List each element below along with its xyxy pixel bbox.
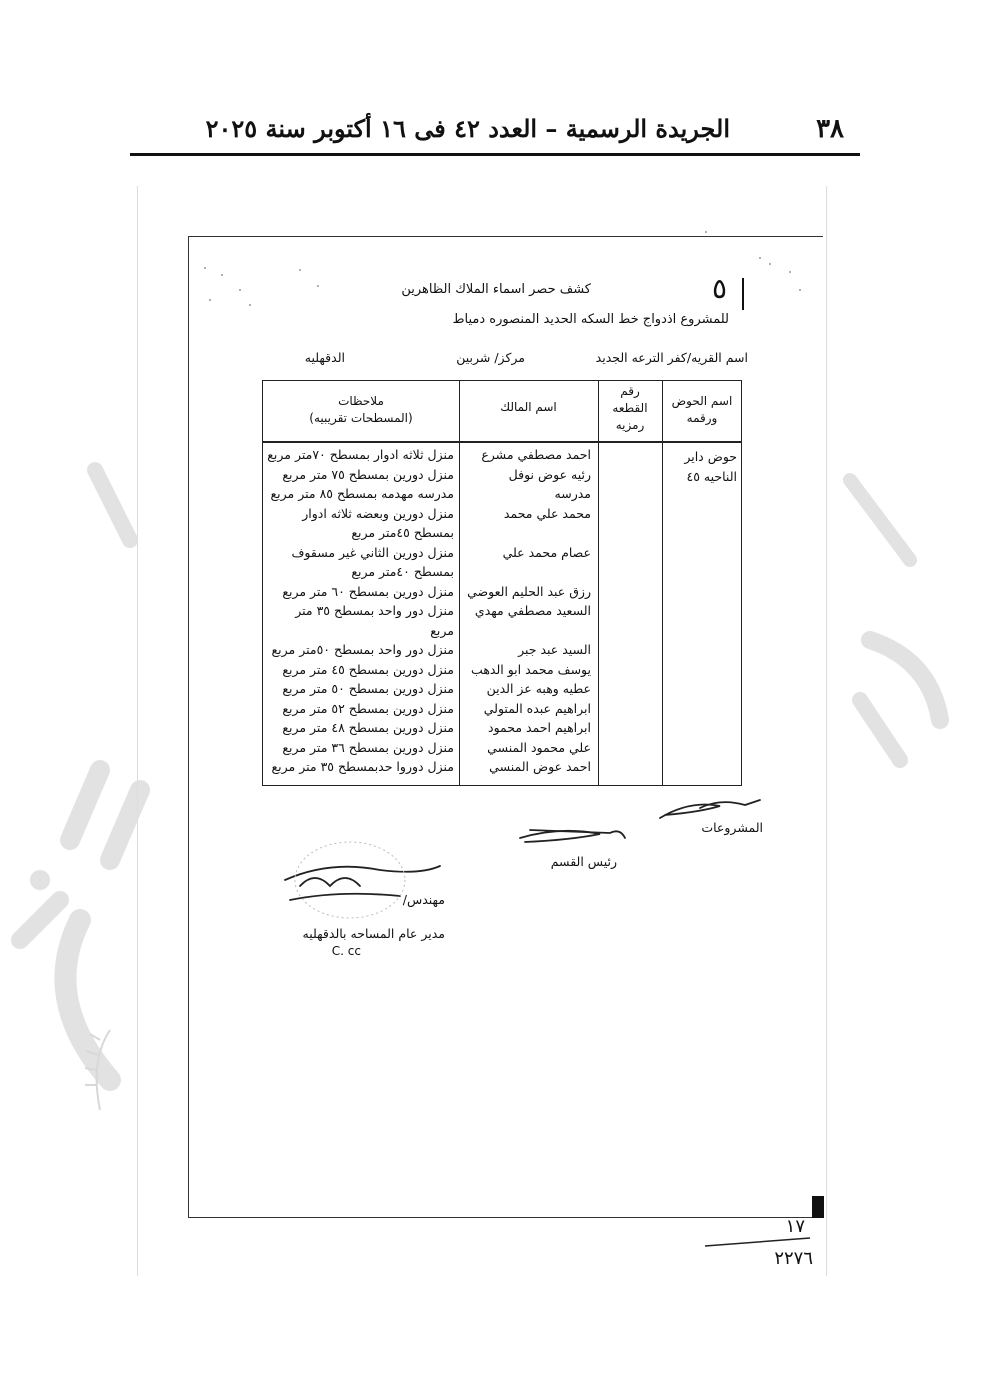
center-label: مركز/ شربين bbox=[456, 350, 525, 365]
note-top: ١٧ bbox=[785, 1216, 805, 1237]
owner-notes: منزل دورين بمسطح ٧٥ متر مربع bbox=[282, 466, 454, 482]
owner-name: السيد عبد جبر bbox=[518, 642, 591, 657]
document-number: ٥ bbox=[712, 272, 728, 305]
owner-notes: مدرسه مهدمه بمسطح ٨٥ متر مربع bbox=[270, 486, 454, 501]
owner-notes: منزل دورين بمسطح ٣٦ متر مربع bbox=[282, 739, 454, 755]
owner-notes: منزل دورين بمسطح ٥٠ متر مربع bbox=[282, 681, 454, 696]
owner-name: ابراهيم احمد محمود bbox=[488, 720, 591, 735]
sig-section-head: رئيس القسم bbox=[550, 854, 617, 869]
header-basin: اسم الحوض ورقمه bbox=[671, 394, 733, 425]
owner-notes: منزل دورين بمسطح ٥٢ متر مربع bbox=[282, 700, 454, 716]
document-title: كشف حصر اسماء الملاك الظاهرين bbox=[401, 282, 591, 297]
basin-name: حوض داير الناحيه ٤٥ bbox=[684, 449, 737, 484]
owner-name: علي محمود المنسي bbox=[487, 739, 591, 755]
header-notes: ملاحظات (المسطحات تقريبيه) bbox=[309, 394, 413, 425]
owners-table bbox=[262, 380, 742, 786]
header-divider-line bbox=[263, 441, 741, 443]
owner-name: ابراهيم عبده المتولي bbox=[483, 700, 591, 716]
gazette-header bbox=[130, 110, 860, 152]
sig-engineer: مهندس/ bbox=[402, 892, 445, 907]
owner-name: محمد علي محمد bbox=[503, 505, 591, 521]
number-mark bbox=[742, 278, 744, 310]
owner-notes: منزل دورين وبعضه ثلاثه ادوار bbox=[302, 505, 454, 521]
director-code: C. cc bbox=[331, 944, 361, 958]
governorate-label: الدقهليه bbox=[304, 350, 345, 365]
gazette-title: الجريدة الرسمية – العدد ٤٢ فى ١٦ أكتوبر سنة ٢٠٢٥ bbox=[205, 114, 730, 143]
header-divider bbox=[130, 153, 860, 156]
owner-name: مدرسه bbox=[554, 486, 591, 501]
sig-director: مدير عام المساحه بالدقهليه bbox=[302, 926, 445, 941]
owner-name: احمد مصطفي مشرع bbox=[481, 447, 591, 462]
owner-notes: منزل دور واحد بمسطح ٣٥ متر bbox=[295, 603, 454, 618]
owner-notes: منزل دورين الثاني غير مسقوف bbox=[291, 544, 454, 560]
header-owner: اسم المالك bbox=[500, 400, 557, 414]
owner-name: السعيد مصطفي مهدي bbox=[474, 603, 591, 618]
owner-notes: منزل ثلاثه ادوار بمسطح ٧٠متر مربع bbox=[267, 447, 454, 462]
frame-corner bbox=[812, 1196, 824, 1218]
owner-name: رزق عبد الحليم العوضي bbox=[467, 583, 591, 599]
header-plot: رقم القطعه رمزيه bbox=[612, 384, 648, 432]
owner-name: رئيه عوض نوفل bbox=[508, 466, 591, 482]
village-label: اسم القريه/كفر الترعه الجديد bbox=[595, 350, 748, 365]
note-bottom: ٢٢٧٦ bbox=[774, 1248, 813, 1269]
owner-notes: بمسطح ٤٠متر مربع bbox=[351, 564, 454, 579]
sig-projects: المشروعات bbox=[701, 820, 763, 835]
owner-name: عصام محمد علي bbox=[502, 544, 591, 560]
owner-notes: منزل دور واحد بمسطح ٥٠متر مربع bbox=[271, 642, 454, 657]
document-subtitle: للمشروع اذدواج خط السكه الحديد المنصوره دمياط bbox=[452, 312, 729, 327]
page-number: ٣٨ bbox=[816, 114, 844, 144]
owner-name: احمد عوض المنسي bbox=[489, 759, 591, 774]
owner-notes: مربع bbox=[430, 622, 454, 638]
owner-notes: منزل دورين بمسطح ٦٠ متر مربع bbox=[282, 583, 454, 599]
owner-name: عطيه وهبه عز الدين bbox=[486, 681, 591, 696]
owner-notes: منزل دورين بمسطح ٤٨ متر مربع bbox=[282, 720, 454, 735]
owner-notes: منزل دورين بمسطح ٤٥ متر مربع bbox=[282, 661, 454, 677]
owner-notes: بمسطح ٤٥متر مربع bbox=[351, 525, 454, 540]
owner-notes: منزل دوروا حدبمسطح ٣٥ متر مربع bbox=[271, 759, 454, 774]
owner-name: يوسف محمد ابو الدهب bbox=[471, 661, 591, 677]
